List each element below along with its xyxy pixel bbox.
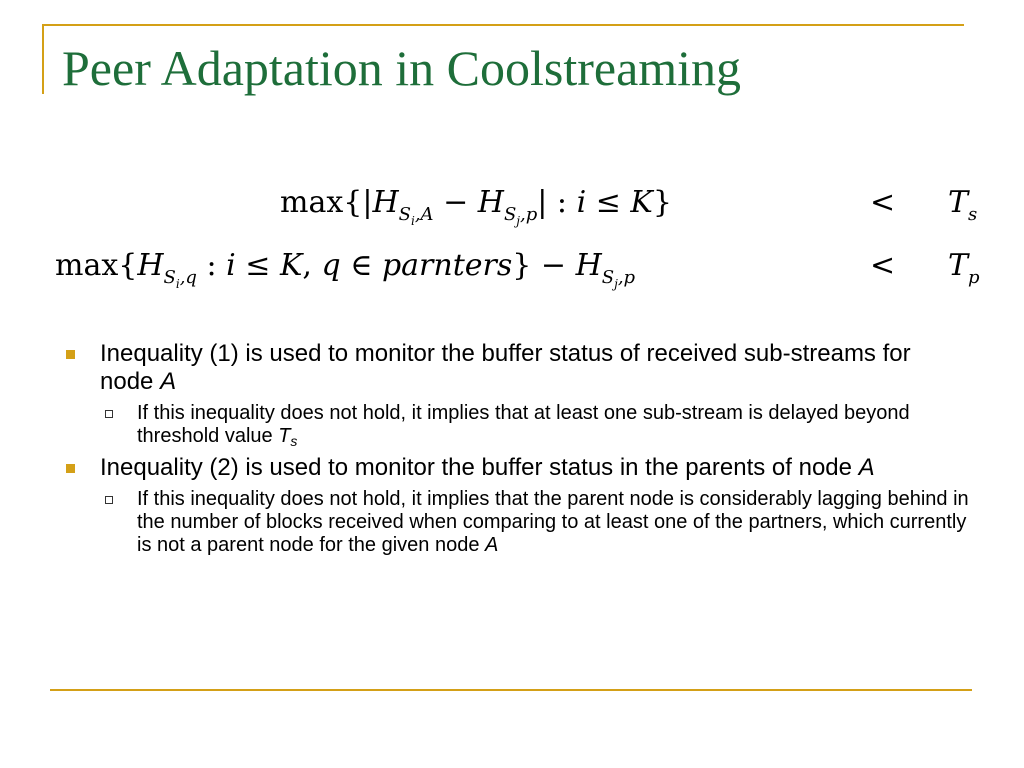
threshold-subscript: s	[290, 433, 298, 449]
index-i: i	[576, 185, 587, 220]
h-term-1-subscript	[398, 204, 434, 228]
inequality-2-relation: <	[870, 248, 896, 283]
h-term-1: H	[372, 185, 399, 220]
bullet-list	[60, 340, 970, 563]
colon-op: :	[196, 248, 227, 283]
comma: ,	[302, 248, 322, 283]
h-term-2-subscript	[601, 267, 636, 291]
brace-close-minus: } −	[512, 248, 576, 283]
h-term-2-subscript	[503, 204, 538, 228]
subscript-s: S	[398, 204, 411, 225]
square-bullet-icon	[66, 464, 75, 473]
threshold-t: T	[948, 248, 969, 283]
hollow-square-bullet-icon	[105, 496, 113, 504]
bottom-rule	[50, 689, 972, 691]
h-term-1-subscript	[163, 267, 197, 291]
brace-close: }	[652, 185, 672, 220]
subscript-rest: ,p	[520, 204, 538, 225]
set-partners: parnters	[381, 248, 513, 283]
subscript-j: j	[516, 214, 521, 228]
bullet-inequality-2	[60, 454, 970, 482]
node-label: A	[858, 454, 875, 481]
abs-close: | :	[537, 185, 577, 220]
sub-bullet-inequality-2	[60, 488, 970, 557]
inequality-1-relation: <	[870, 185, 896, 220]
node-label: A	[485, 534, 499, 556]
hollow-square-bullet-icon	[105, 410, 113, 418]
inequality-1-threshold	[948, 183, 977, 223]
max-op: max{	[55, 248, 138, 283]
subscript-s: S	[503, 204, 517, 225]
le-op: ≤	[586, 185, 631, 220]
minus-op: −	[433, 185, 478, 220]
threshold-t: T	[948, 185, 969, 220]
subscript-rest: ,p	[617, 267, 636, 288]
bound-k: K	[279, 248, 303, 283]
bullet-text: Inequality (2) is used to monitor the buffer status in the parents of node	[100, 454, 859, 481]
le-op: ≤	[235, 248, 280, 283]
bound-k: K	[630, 185, 653, 220]
subscript-s: S	[163, 267, 176, 288]
h-term-2: H	[477, 185, 504, 220]
subscript-j: j	[614, 277, 618, 291]
index-i: i	[226, 248, 236, 283]
threshold-subscript: p	[968, 267, 980, 288]
slide-title: Peer Adaptation in Coolstreaming	[62, 40, 742, 96]
bullet-text: If this inequality does not hold, it implies that the parent node is considerably lagging behind in the number of blocks received when comparing to at least one of the partners, which currently is not a parent node for the given node	[137, 488, 969, 556]
subscript-i: i	[175, 277, 180, 291]
bullet-inequality-1	[60, 340, 970, 396]
subscript-rest: ,A	[414, 204, 434, 225]
inequality-2-lhs	[55, 246, 636, 291]
node-label: A	[160, 368, 177, 395]
inequality-1-lhs	[280, 183, 672, 228]
sub-bullet-inequality-1	[60, 402, 970, 448]
max-op: max{|	[280, 185, 373, 220]
inequality-2-threshold	[948, 246, 980, 286]
h-term-2: H	[575, 248, 602, 283]
top-rule	[42, 24, 964, 26]
in-op: ∈	[340, 248, 382, 283]
subscript-s: S	[601, 267, 615, 288]
left-rule	[42, 24, 44, 94]
h-term-1: H	[137, 248, 164, 283]
square-bullet-icon	[66, 350, 75, 359]
subscript-rest: ,q	[179, 267, 197, 288]
subscript-i: i	[410, 214, 415, 228]
bullet-text: If this inequality does not hold, it implies that at least one sub-stream is delayed beyond threshold value	[137, 402, 910, 447]
bullet-text: Inequality (1) is used to monitor the buffer status of received sub-streams for node	[100, 340, 911, 395]
threshold-subscript: s	[968, 204, 978, 225]
threshold-symbol: T	[278, 425, 291, 447]
index-q: q	[321, 248, 341, 283]
